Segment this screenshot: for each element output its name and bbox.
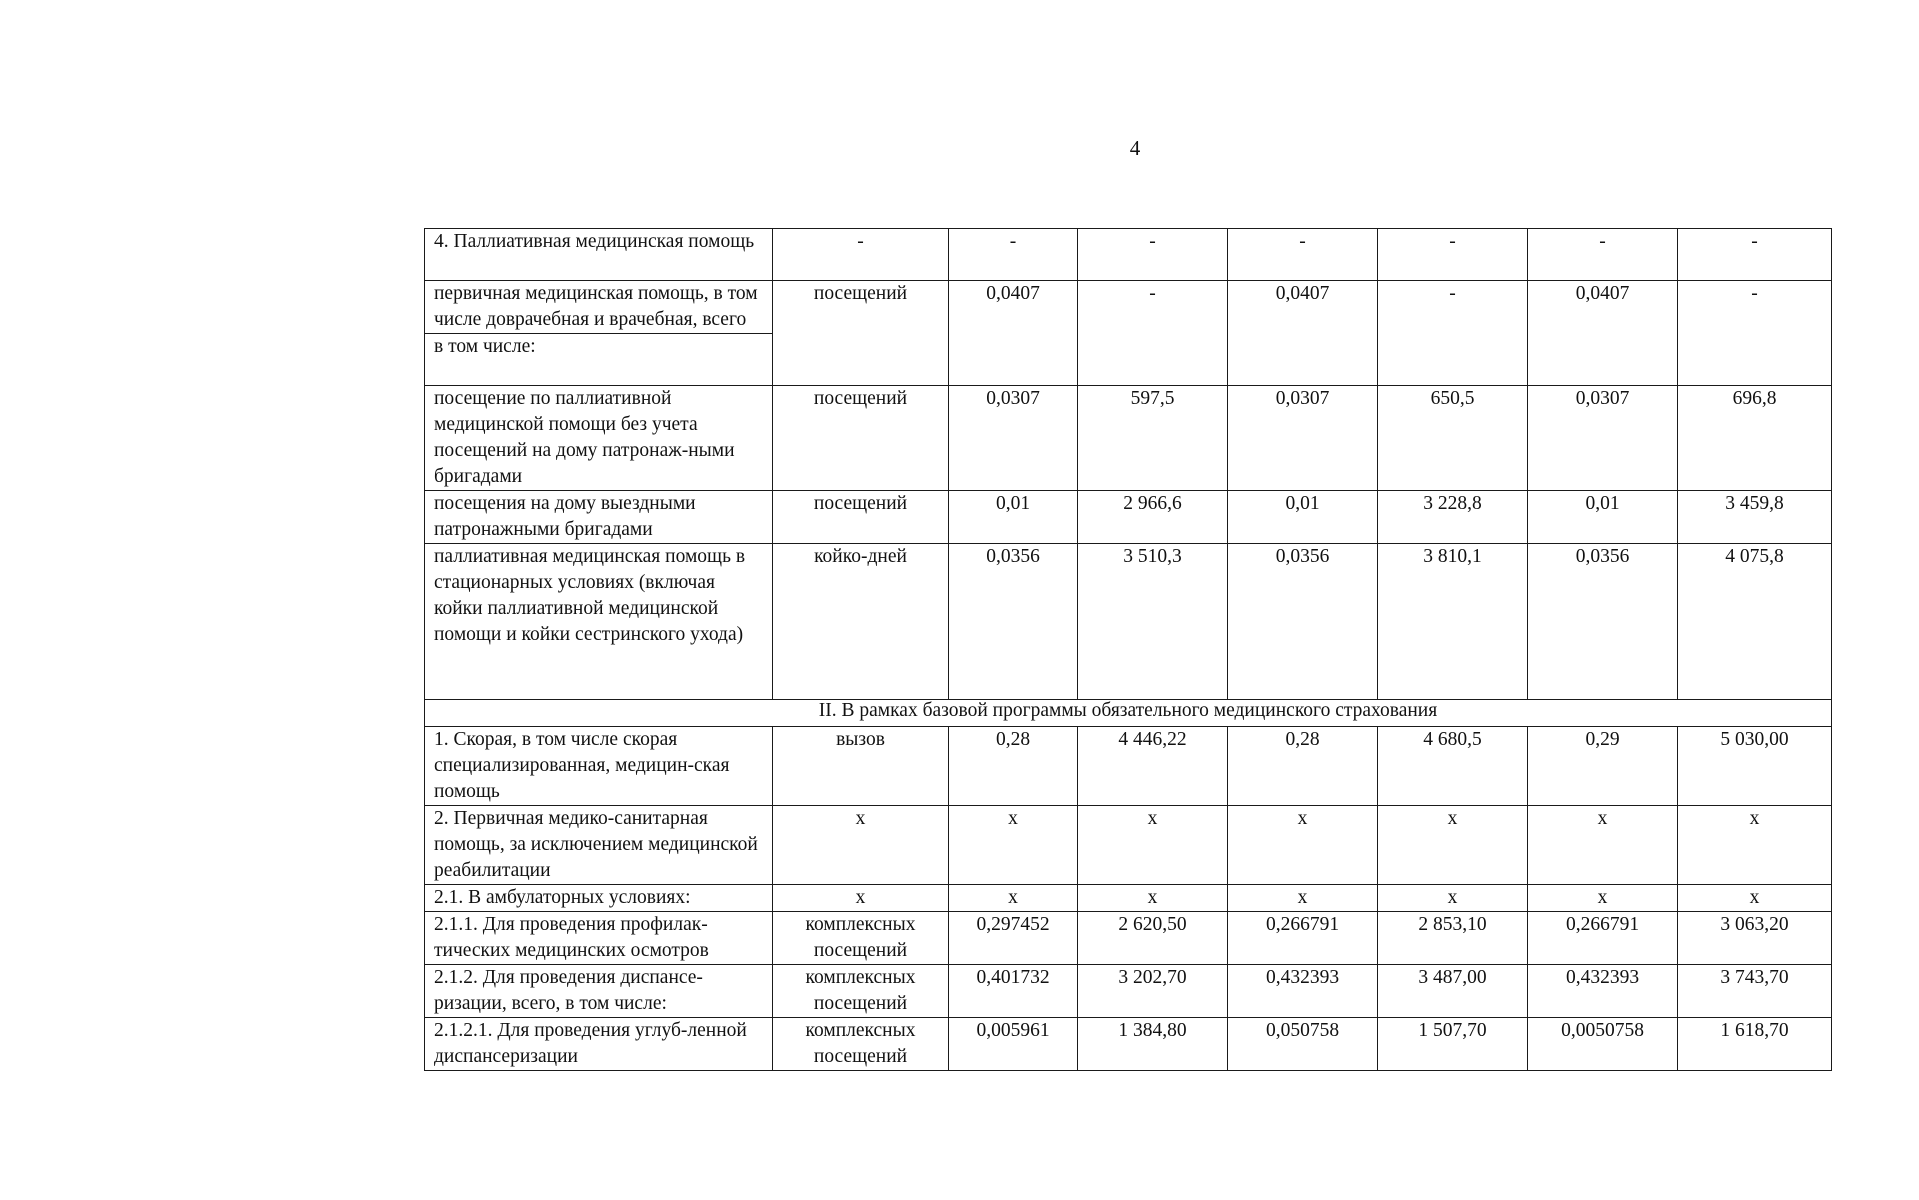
value-cell: -: [1678, 229, 1832, 281]
row-label: [425, 544, 773, 700]
value-cell: 650,5: [1378, 386, 1528, 491]
row-unit: х: [773, 806, 949, 885]
value-cell: 4 075,8: [1678, 544, 1832, 700]
value-cell: х: [949, 806, 1078, 885]
row-label: [425, 281, 773, 386]
value-cell: 2 966,6: [1078, 491, 1228, 544]
section-row: [425, 700, 1832, 727]
value-cell: 0,0307: [1228, 386, 1378, 491]
table-body-oms: [425, 727, 1832, 1071]
value-cell: 4 680,5: [1378, 727, 1528, 806]
value-cell: -: [1528, 229, 1678, 281]
value-cell: х: [1528, 885, 1678, 912]
row-unit: комплексных посещений: [773, 965, 949, 1018]
value-cell: 0,297452: [949, 912, 1078, 965]
table-row: [425, 281, 1832, 386]
table-row: [425, 885, 1832, 912]
value-cell: 0,005961: [949, 1018, 1078, 1071]
table-row: [425, 806, 1832, 885]
value-cell: 3 202,70: [1078, 965, 1228, 1018]
value-cell: х: [1228, 806, 1378, 885]
value-cell: -: [1378, 281, 1528, 386]
value-cell: 2 853,10: [1378, 912, 1528, 965]
row-label-text: 2.1. В амбулаторных условиях:: [434, 887, 691, 908]
row-label-text: 2.1.2.1. Для проведения углуб-ленной диспансеризации: [434, 1020, 747, 1067]
value-cell: 3 228,8: [1378, 491, 1528, 544]
value-cell: 1 384,80: [1078, 1018, 1228, 1071]
value-cell: 3 743,70: [1678, 965, 1832, 1018]
row-unit: койко-дней: [773, 544, 949, 700]
row-label: [425, 386, 773, 491]
row-unit: вызов: [773, 727, 949, 806]
value-cell: -: [1078, 281, 1228, 386]
row-label-text: 1. Скорая, в том числе скорая специализированная, медицин-ская помощь: [434, 729, 730, 802]
value-cell: х: [1378, 885, 1528, 912]
row-unit: комплексных посещений: [773, 1018, 949, 1071]
value-cell: 0,0356: [1528, 544, 1678, 700]
value-cell: 4 446,22: [1078, 727, 1228, 806]
value-cell: 0,01: [1528, 491, 1678, 544]
value-cell: х: [1078, 806, 1228, 885]
value-cell: -: [1378, 229, 1528, 281]
value-cell: х: [1228, 885, 1378, 912]
row-label-text: 2.1.1. Для проведения профилак-тических медицинских осмотров: [434, 914, 709, 961]
value-cell: 3 510,3: [1078, 544, 1228, 700]
row-label-text: посещение по паллиативной медицинской помощи без учета посещений на дому патронаж-ными бригадами: [434, 388, 735, 487]
page-number: 4: [1129, 136, 1141, 160]
row-label-text: 2. Первичная медико-санитарная помощь, за исключением медицинской реабилитации: [434, 808, 758, 881]
row-unit: -: [773, 229, 949, 281]
table-row: [425, 544, 1832, 700]
table-row: [425, 386, 1832, 491]
table-row: [425, 1018, 1832, 1071]
row-label: [425, 491, 773, 544]
value-cell: 5 030,00: [1678, 727, 1832, 806]
row-unit: посещений: [773, 281, 949, 386]
value-cell: 0,0407: [1228, 281, 1378, 386]
table-body-palliative: [425, 229, 1832, 700]
value-cell: 3 487,00: [1378, 965, 1528, 1018]
value-cell: 0,432393: [1228, 965, 1378, 1018]
value-cell: 696,8: [1678, 386, 1832, 491]
value-cell: 0,0050758: [1528, 1018, 1678, 1071]
tariff-table: [424, 228, 1832, 1071]
row-label: [425, 912, 773, 965]
value-cell: 0,01: [1228, 491, 1378, 544]
value-cell: -: [1678, 281, 1832, 386]
section-header: II. В рамках базовой программы обязательного медицинского страхования: [425, 700, 1832, 727]
value-cell: 0,432393: [1528, 965, 1678, 1018]
table-row: [425, 229, 1832, 281]
value-cell: 1 618,70: [1678, 1018, 1832, 1071]
value-cell: 1 507,70: [1378, 1018, 1528, 1071]
value-cell: х: [1078, 885, 1228, 912]
value-cell: 3 810,1: [1378, 544, 1528, 700]
row-label: [425, 965, 773, 1018]
row-label: [425, 806, 773, 885]
table-row: [425, 965, 1832, 1018]
value-cell: -: [1078, 229, 1228, 281]
row-unit: х: [773, 885, 949, 912]
value-cell: 3 459,8: [1678, 491, 1832, 544]
table-row: [425, 912, 1832, 965]
value-cell: -: [1228, 229, 1378, 281]
row-unit: посещений: [773, 491, 949, 544]
table-row: [425, 727, 1832, 806]
value-cell: 0,401732: [949, 965, 1078, 1018]
row-label-text: паллиативная медицинская помощь в стационарных условиях (включая койки паллиативной медицинской помощи и койки сестринского ухода): [434, 546, 746, 645]
row-label: [425, 885, 773, 912]
value-cell: 0,0407: [949, 281, 1078, 386]
value-cell: х: [1378, 806, 1528, 885]
value-cell: -: [949, 229, 1078, 281]
row-unit: комплексных посещений: [773, 912, 949, 965]
value-cell: х: [1678, 885, 1832, 912]
row-label-text: посещения на дому выездными патронажными бригадами: [434, 493, 696, 540]
value-cell: х: [949, 885, 1078, 912]
value-cell: 0,29: [1528, 727, 1678, 806]
value-cell: 0,28: [949, 727, 1078, 806]
table-row: [425, 491, 1832, 544]
value-cell: 0,266791: [1528, 912, 1678, 965]
value-cell: 0,0356: [1228, 544, 1378, 700]
row-label-text: 2.1.2. Для проведения диспансе-ризации, всего, в том числе:: [434, 967, 703, 1014]
row-label-text: 4. Паллиативная медицинская помощь: [434, 231, 755, 252]
value-cell: 0,050758: [1228, 1018, 1378, 1071]
row-label: [425, 1018, 773, 1071]
value-cell: 0,266791: [1228, 912, 1378, 965]
row-label: [425, 229, 773, 281]
row-sublabel: в том числе:: [425, 333, 772, 360]
value-cell: 0,0307: [1528, 386, 1678, 491]
value-cell: 2 620,50: [1078, 912, 1228, 965]
value-cell: 3 063,20: [1678, 912, 1832, 965]
value-cell: 0,28: [1228, 727, 1378, 806]
value-cell: 0,0356: [949, 544, 1078, 700]
row-unit: посещений: [773, 386, 949, 491]
value-cell: 0,0307: [949, 386, 1078, 491]
row-label-text: первичная медицинская помощь, в том числе доврачебная и врачебная, всего: [434, 283, 758, 330]
value-cell: 0,01: [949, 491, 1078, 544]
value-cell: 597,5: [1078, 386, 1228, 491]
row-label: [425, 727, 773, 806]
value-cell: 0,0407: [1528, 281, 1678, 386]
value-cell: х: [1528, 806, 1678, 885]
value-cell: х: [1678, 806, 1832, 885]
